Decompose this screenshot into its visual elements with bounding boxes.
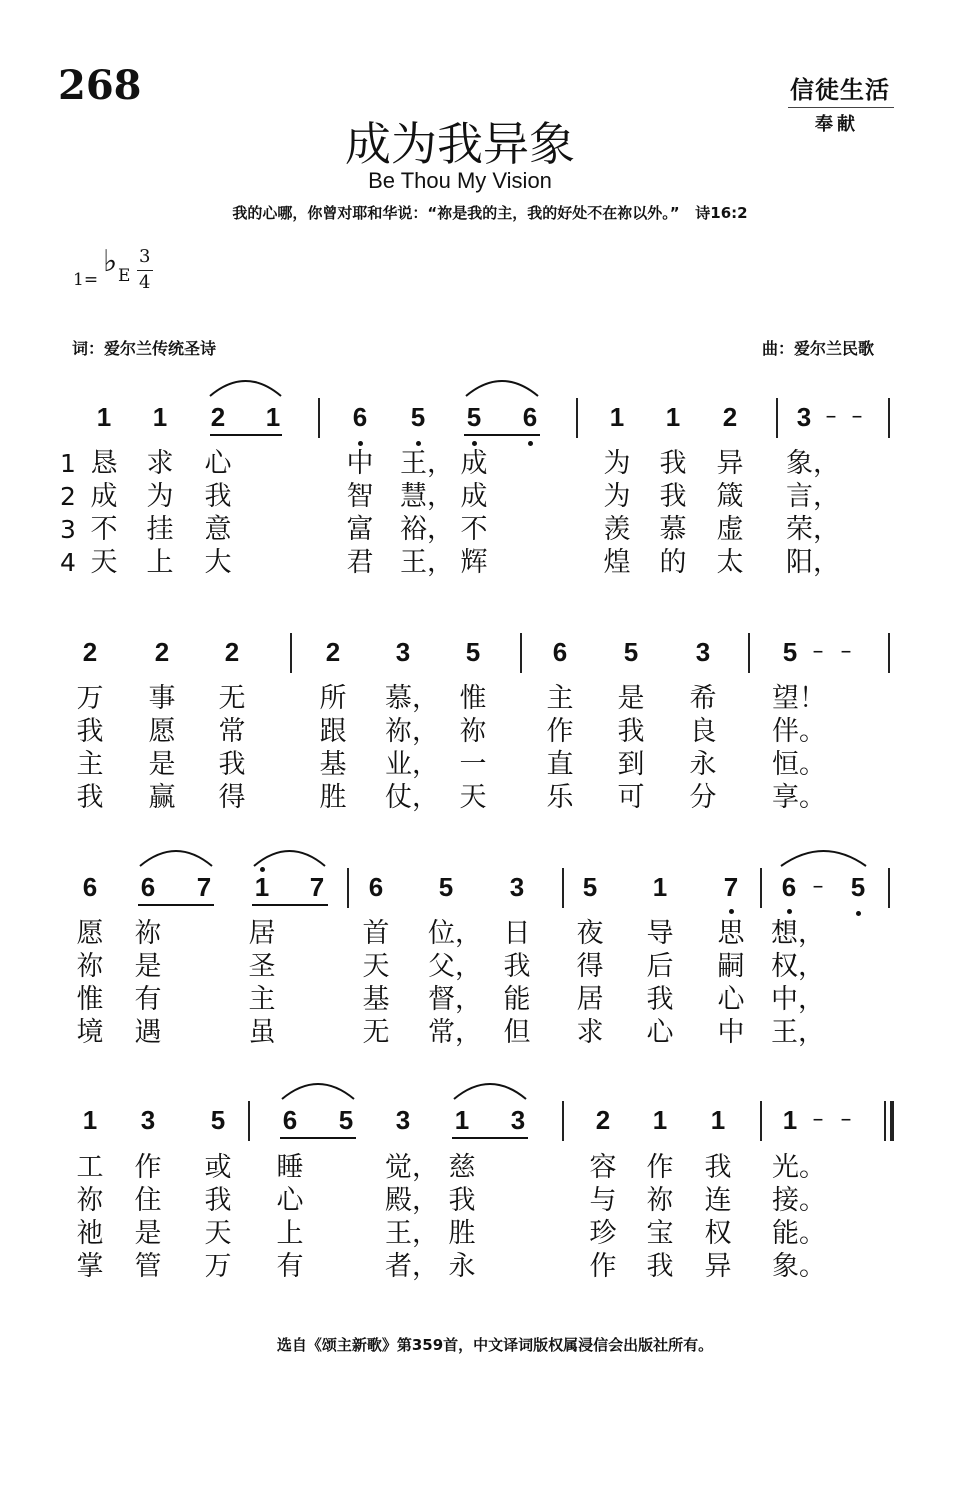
hymn-number: 268 (58, 62, 142, 109)
lower-octave-dot (729, 909, 734, 914)
lyric-char: 思 (717, 918, 745, 949)
lyric-char: 是 (134, 1218, 162, 1249)
lyric-char: 作 (546, 716, 574, 747)
lower-octave-dot (416, 441, 421, 446)
lyric-char: 夜 (576, 918, 604, 949)
lyric-char: 得 (576, 951, 604, 982)
lyric-char: 阳， (786, 547, 840, 578)
lyric-char: 胜 (319, 782, 347, 813)
note-numeral: 1 (152, 402, 168, 432)
lyric-char: 恳 (90, 448, 118, 479)
lyric-char: 意 (204, 514, 232, 545)
note-numeral: 1 (609, 402, 625, 432)
lyric-char: 君 (346, 547, 374, 578)
bar-line (562, 1101, 564, 1141)
lyric-char: 者， (385, 1251, 439, 1282)
lyric-char: 心 (276, 1185, 304, 1216)
lyric-char: 境 (76, 1017, 104, 1048)
hymn-subtitle: Be Thou My Vision (368, 168, 552, 193)
key-prefix: 1= (73, 270, 99, 290)
bar-line (562, 868, 564, 908)
lyric-char: 成 (460, 481, 488, 512)
lyric-char: 上 (146, 547, 174, 578)
bar-line (576, 398, 578, 438)
eighth-note-beam (210, 434, 282, 436)
time-signature-line (137, 270, 153, 271)
end-bar-line (888, 868, 890, 908)
lyric-char: 享。 (772, 782, 826, 813)
lyric-char: 仗， (385, 782, 439, 813)
lyric-char: 我 (646, 984, 674, 1015)
lyric-char: 我 (617, 716, 645, 747)
lyric-char: 是 (617, 683, 645, 714)
lyric-char: 有 (134, 984, 162, 1015)
lyric-char: 求 (146, 448, 174, 479)
note-numeral: 7 (309, 872, 325, 902)
slur-arc (254, 851, 325, 866)
lyric-char: 连 (704, 1185, 732, 1216)
lyric-char: 乐 (546, 782, 574, 813)
lyric-char: 但 (503, 1017, 531, 1048)
lyric-char: 想， (771, 918, 825, 949)
note-numeral: 2 (595, 1105, 611, 1135)
eighth-note-beam (280, 1137, 356, 1139)
lyric-char: 虚 (716, 514, 744, 545)
lyric-char: 不 (90, 514, 118, 545)
bar-line (760, 1101, 762, 1141)
lyric-char: 不 (460, 514, 488, 545)
lyric-char: 一 (459, 749, 487, 780)
lyric-char: 我 (646, 1251, 674, 1282)
lyric-char: 心 (646, 1017, 674, 1048)
lyric-char: 常 (218, 716, 246, 747)
slur-arc (466, 381, 538, 396)
bar-line (248, 1101, 250, 1141)
sustain-dash: – (812, 1107, 824, 1132)
lyric-char: 慕， (385, 683, 439, 714)
lyric-char: 嗣 (717, 951, 745, 982)
lyric-char: 我 (204, 1185, 232, 1216)
lyric-char: 后 (646, 951, 674, 982)
slur-arc (140, 851, 212, 866)
lyric-char: 圣 (248, 951, 276, 982)
lyric-char: 是 (134, 951, 162, 982)
note-numeral: 5 (850, 872, 866, 902)
bar-line (748, 633, 750, 673)
lyric-char: 得 (218, 782, 246, 813)
lyric-char: 作 (646, 1152, 674, 1183)
lyric-char: 无 (218, 683, 246, 714)
lyric-char: 住 (134, 1185, 162, 1216)
lyric-char: 羡 (603, 514, 631, 545)
note-numeral: 5 (782, 637, 798, 667)
lyric-char: 管 (134, 1251, 162, 1282)
lyric-char: 天 (90, 547, 118, 578)
note-numeral: 1 (82, 1105, 98, 1135)
lyric-char: 惟 (76, 984, 104, 1015)
note-numeral: 6 (82, 872, 98, 902)
lyric-char: 我 (76, 716, 104, 747)
lyric-char: 光。 (772, 1152, 826, 1183)
lyric-char: 慧， (400, 481, 454, 512)
lyric-char: 我 (659, 481, 687, 512)
lyric-char: 中， (771, 984, 825, 1015)
note-numeral: 7 (723, 872, 739, 902)
note-numeral: 1 (665, 402, 681, 432)
lyric-char: 天 (204, 1218, 232, 1249)
upper-octave-dot (260, 867, 265, 872)
lyric-char: 权， (771, 951, 825, 982)
lyric-char: 太 (716, 547, 744, 578)
lyric-char: 权 (704, 1218, 732, 1249)
lyric-char: 祢 (459, 716, 487, 747)
lyricist-credit: 词：爱尔兰传统圣诗 (72, 339, 217, 358)
note-numeral: 2 (224, 637, 240, 667)
note-numeral: 1 (652, 1105, 668, 1135)
lyric-char: 祂 (76, 1218, 104, 1249)
lyric-char: 虽 (248, 1017, 276, 1048)
note-numeral: 6 (352, 402, 368, 432)
lyric-char: 永 (689, 749, 717, 780)
note-numeral: 3 (395, 1105, 411, 1135)
note-numeral: 2 (722, 402, 738, 432)
lyric-char: 异 (716, 448, 744, 479)
lyric-char: 万 (204, 1251, 232, 1282)
lyric-char: 到 (617, 749, 645, 780)
lyric-char: 督， (428, 984, 482, 1015)
lyric-char: 我 (218, 749, 246, 780)
note-numeral: 5 (210, 1105, 226, 1135)
lyric-char: 主 (546, 683, 574, 714)
note-numeral: 1 (265, 402, 281, 432)
bar-line (290, 633, 292, 673)
lyric-char: 愿 (76, 918, 104, 949)
lyric-char: 王， (400, 448, 454, 479)
lyric-char: 心 (717, 984, 745, 1015)
lyric-char: 基 (319, 749, 347, 780)
lyric-char: 分 (689, 782, 717, 813)
lyric-char: 我 (503, 951, 531, 982)
note-numeral: 2 (210, 402, 226, 432)
lyric-char: 容 (589, 1152, 617, 1183)
lyric-char: 成 (90, 481, 118, 512)
slur-arc (210, 381, 281, 396)
note-numeral: 2 (325, 637, 341, 667)
lyric-char: 我 (448, 1185, 476, 1216)
lyric-char: 辉 (460, 547, 488, 578)
lower-octave-dot (528, 441, 533, 446)
lyric-char: 赢 (148, 782, 176, 813)
note-numeral: 5 (623, 637, 639, 667)
lyric-char: 工 (76, 1152, 104, 1183)
end-bar-line (888, 633, 890, 673)
verse-number: 1 (60, 449, 76, 478)
note-numeral: 1 (454, 1105, 470, 1135)
lyric-char: 殿， (385, 1185, 439, 1216)
bar-line (776, 398, 778, 438)
lyric-char: 惟 (459, 683, 487, 714)
lyric-char: 所 (319, 683, 347, 714)
lyric-char: 祢 (76, 951, 104, 982)
lyric-char: 言， (786, 481, 840, 512)
verse-number: 3 (60, 515, 76, 544)
lyric-char: 遇 (134, 1017, 162, 1048)
composer-credit: 曲：爱尔兰民歌 (762, 339, 875, 358)
sustain-dash: – (851, 404, 863, 429)
note-numeral: 3 (395, 637, 411, 667)
lyric-char: 与 (589, 1185, 617, 1216)
lyric-char: 富 (346, 514, 374, 545)
lyric-char: 王， (400, 547, 454, 578)
lyric-char: 煌 (603, 547, 631, 578)
lyric-char: 可 (617, 782, 645, 813)
note-numeral: 6 (140, 872, 156, 902)
lyric-char: 异 (704, 1251, 732, 1282)
note-numeral: 7 (196, 872, 212, 902)
sustain-dash: – (812, 874, 824, 899)
lyric-char: 我 (76, 782, 104, 813)
note-numeral: 1 (96, 402, 112, 432)
bar-line (520, 633, 522, 673)
verse-number: 4 (60, 548, 76, 577)
sustain-dash: – (812, 639, 824, 664)
lyric-char: 为 (603, 448, 631, 479)
lyric-char: 裕， (400, 514, 454, 545)
note-numeral: 5 (338, 1105, 354, 1135)
note-numeral: 1 (254, 872, 270, 902)
lyric-char: 日 (503, 918, 531, 949)
eighth-note-beam (452, 1137, 528, 1139)
note-numeral: 6 (282, 1105, 298, 1135)
lyric-char: 直 (546, 749, 574, 780)
lyric-char: 居 (576, 984, 604, 1015)
slur-arc (454, 1084, 526, 1099)
category-label: 信徒生活 (788, 70, 894, 108)
lyric-char: 象。 (772, 1251, 826, 1282)
note-numeral: 5 (582, 872, 598, 902)
lyric-char: 中 (346, 448, 374, 479)
lyric-char: 接。 (772, 1185, 826, 1216)
lyric-char: 能。 (772, 1218, 826, 1249)
lyric-char: 祢 (646, 1185, 674, 1216)
slur-arc (282, 1084, 354, 1099)
lyric-char: 是 (148, 749, 176, 780)
lyric-char: 掌 (76, 1251, 104, 1282)
lyric-char: 成 (460, 448, 488, 479)
lyric-char: 荣， (786, 514, 840, 545)
lyric-char: 主 (248, 984, 276, 1015)
lyric-char: 王， (385, 1218, 439, 1249)
lyric-char: 跟 (319, 716, 347, 747)
lyric-char: 主 (76, 749, 104, 780)
copyright-note: 选自《颂主新歌》第359首，中文译词版权属浸信会出版社所有。 (276, 1336, 714, 1354)
key-letter: E (118, 266, 131, 286)
lyric-char: 首 (362, 918, 390, 949)
lyric-char: 天 (362, 951, 390, 982)
note-numeral: 2 (82, 637, 98, 667)
eighth-note-beam (464, 434, 540, 436)
lyric-char: 大 (204, 547, 232, 578)
slur-arc (781, 851, 866, 866)
lyric-char: 父， (428, 951, 482, 982)
eighth-note-beam (138, 904, 214, 906)
subcategory-label: 奉献 (815, 114, 859, 135)
lyric-char: 象， (786, 448, 840, 479)
lyric-char: 中 (717, 1017, 745, 1048)
lyric-char: 慈 (448, 1152, 476, 1183)
lower-octave-dot (787, 909, 792, 914)
lyric-char: 我 (204, 481, 232, 512)
lyric-char: 为 (603, 481, 631, 512)
bar-line (347, 868, 349, 908)
lyric-char: 睡 (276, 1152, 304, 1183)
lyric-char: 我 (704, 1152, 732, 1183)
lyric-char: 望！ (772, 683, 826, 714)
note-numeral: 6 (781, 872, 797, 902)
note-numeral: 3 (695, 637, 711, 667)
lyric-char: 心 (204, 448, 232, 479)
note-numeral: 3 (140, 1105, 156, 1135)
note-numeral: 5 (410, 402, 426, 432)
lyric-char: 王， (771, 1017, 825, 1048)
end-bar-line (888, 398, 890, 438)
lyric-char: 位， (428, 918, 482, 949)
note-numeral: 3 (796, 402, 812, 432)
note-numeral: 5 (465, 637, 481, 667)
lyric-char: 天 (459, 782, 487, 813)
lower-octave-dot (358, 441, 363, 446)
lyric-char: 愿 (148, 716, 176, 747)
lyric-char: 伴。 (772, 716, 826, 747)
lyric-char: 祢 (76, 1185, 104, 1216)
note-numeral: 1 (652, 872, 668, 902)
note-numeral: 6 (368, 872, 384, 902)
note-numeral: 1 (782, 1105, 798, 1135)
lyric-char: 基 (362, 984, 390, 1015)
lyric-char: 智 (346, 481, 374, 512)
lyric-char: 的 (659, 547, 687, 578)
lyric-char: 居 (248, 918, 276, 949)
lyric-char: 祢， (385, 716, 439, 747)
scripture-verse: 我的心哪，你曾对耶和华说：“祢是我的主，我的好处不在祢以外。” 诗16:2 (232, 204, 748, 222)
verse-number: 2 (60, 482, 76, 511)
lyric-char: 永 (448, 1251, 476, 1282)
lyric-char: 宝 (646, 1218, 674, 1249)
lyric-char: 箴 (716, 481, 744, 512)
note-numeral: 5 (466, 402, 482, 432)
time-signature-top: 3 (139, 246, 151, 267)
note-numeral: 6 (552, 637, 568, 667)
end-bar-line (884, 1101, 886, 1141)
lyric-char: 胜 (448, 1218, 476, 1249)
hymn-title: 成为我异象 (345, 117, 575, 171)
lyric-char: 求 (576, 1017, 604, 1048)
sustain-dash: – (840, 1107, 852, 1132)
note-numeral: 3 (509, 872, 525, 902)
note-numeral: 2 (154, 637, 170, 667)
lyric-char: 能 (503, 984, 531, 1015)
eighth-note-beam (252, 904, 328, 906)
lyric-char: 无 (362, 1017, 390, 1048)
lyric-char: 或 (204, 1152, 232, 1183)
bar-line (318, 398, 320, 438)
lyric-char: 事 (148, 683, 176, 714)
lyric-char: 业， (385, 749, 439, 780)
lyric-char: 良 (689, 716, 717, 747)
lyric-char: 恒。 (772, 749, 826, 780)
lyric-char: 希 (689, 683, 717, 714)
lyric-char: 上 (276, 1218, 304, 1249)
lyric-char: 慕 (659, 514, 687, 545)
sustain-dash: – (840, 639, 852, 664)
lyric-char: 作 (134, 1152, 162, 1183)
note-numeral: 1 (710, 1105, 726, 1135)
lyric-char: 珍 (589, 1218, 617, 1249)
lyric-char: 作 (589, 1251, 617, 1282)
note-numeral: 5 (438, 872, 454, 902)
lyric-char: 觉， (385, 1152, 439, 1183)
note-numeral: 6 (522, 402, 538, 432)
lower-octave-dot (856, 911, 861, 916)
final-bar-line (890, 1101, 894, 1141)
lyric-char: 有 (276, 1251, 304, 1282)
lyric-char: 导 (646, 918, 674, 949)
bar-line (760, 868, 762, 908)
note-numeral: 3 (510, 1105, 526, 1135)
flat-symbol: ♭ (103, 244, 118, 279)
lyric-char: 为 (146, 481, 174, 512)
lyric-char: 常， (428, 1017, 482, 1048)
lyric-char: 挂 (146, 514, 174, 545)
sustain-dash: – (825, 404, 837, 429)
lyric-char: 我 (659, 448, 687, 479)
lyric-char: 万 (76, 683, 104, 714)
time-signature-bottom: 4 (139, 272, 151, 293)
lyric-char: 祢 (134, 918, 162, 949)
lower-octave-dot (472, 441, 477, 446)
